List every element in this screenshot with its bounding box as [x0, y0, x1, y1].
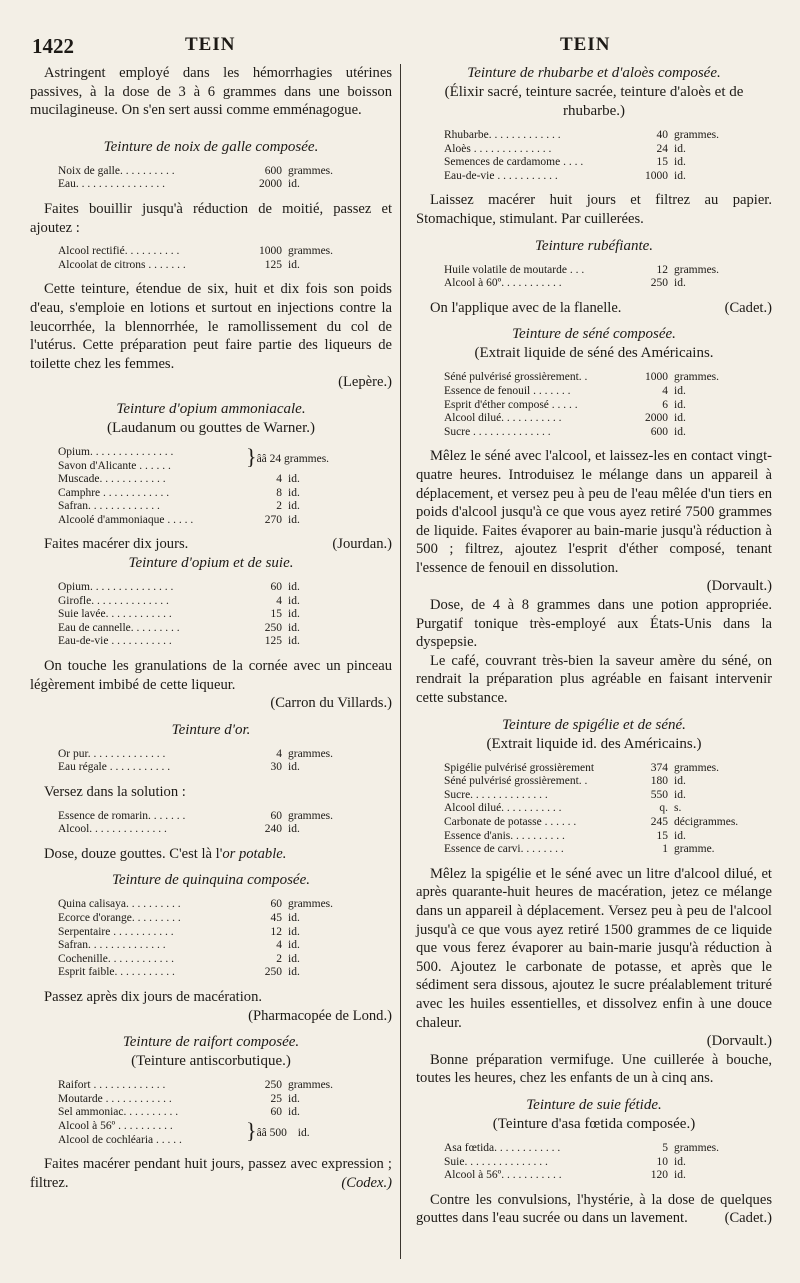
- ingredient-name: Huile volatile de moutarde . . .: [444, 263, 585, 276]
- ingredient-unit: id.: [288, 513, 300, 526]
- recipe-row: [58, 635, 300, 649]
- recipe-row: [444, 802, 738, 816]
- ingredient-name: Aloès . . . . . . . . . . . . . .: [444, 142, 552, 155]
- ingredient-quantity: ââ 500: [256, 1126, 287, 1139]
- ingredient-unit: id.: [674, 412, 686, 425]
- recipe-row: [58, 898, 333, 912]
- recipe-row: [58, 608, 300, 622]
- running-head-right: TEIN: [560, 34, 611, 55]
- attribution: (Cadet.): [724, 299, 772, 316]
- ingredient-unit: id.: [674, 156, 686, 169]
- ingredient-quantity: 15: [656, 829, 668, 842]
- ingredient-quantity: 4: [276, 473, 282, 486]
- ingredient-name: Serpentaire . . . . . . . . . . .: [58, 925, 174, 938]
- recipe-heading: Teinture de raifort composée.: [122, 1034, 300, 1051]
- recipe-heading: Teinture de spigélie et de séné.: [502, 716, 686, 733]
- ingredient-quantity: 250: [650, 277, 668, 290]
- recipe-heading: Teinture de séné composée.: [512, 326, 676, 343]
- recipe-table: [58, 165, 333, 192]
- ingredient-quantity: q.: [659, 802, 668, 815]
- ingredient-unit: id.: [297, 1126, 310, 1139]
- ingredient-unit: id.: [674, 277, 686, 290]
- ingredient-quantity: 2000: [259, 178, 282, 191]
- recipe-table: [58, 1117, 310, 1147]
- paragraph: Mêlez la spigélie et le séné avec un litre d'alcool dilué, et après quarante-huit heures de macération, jetez ce mélange dans un appareil à déplacement. Versez peu à peu de l'alcool jusqu'à ce que vous ayez retiré 1500 grammes de ce liquide que vous ferez évaporer au bain-marie jusqu'à réduction à 500. Ajoutez le carbonate de potasse, et après que le sédiment sera dissous, ajoutez le sucre préalablement trituré avec les huiles essentielles, et dissolvez enfin à une douce chaleur.: [416, 865, 772, 1031]
- ingredient-unit: id.: [674, 788, 686, 801]
- recipe-row: [444, 789, 738, 803]
- recipe-row: [444, 264, 719, 278]
- ingredient-unit: grammes.: [674, 263, 720, 276]
- ingredient-quantity: 250: [264, 966, 282, 979]
- ingredient-unit: id.: [288, 258, 300, 271]
- ingredient-unit: id.: [674, 384, 686, 397]
- ingredient-unit: id.: [288, 486, 300, 499]
- ingredient-name: Savon d'Alicante . . . . . .: [58, 459, 171, 472]
- recipe-row: [58, 953, 333, 967]
- ingredient-unit: id.: [288, 608, 300, 621]
- ingredient-name: Alcool dilué. . . . . . . . . . .: [444, 802, 562, 815]
- recipe-table: [58, 473, 300, 527]
- ingredient-name: Eau. . . . . . . . . . . . . . . .: [58, 178, 166, 191]
- recipe-row: [58, 245, 333, 259]
- recipe-heading: Teinture de noix de galle composée.: [103, 138, 319, 155]
- ingredient-name: Essence de romarin. . . . . . .: [58, 809, 186, 822]
- ingredient-quantity: 120: [650, 1169, 668, 1182]
- ingredient-quantity: 374: [650, 761, 668, 774]
- recipe-heading: Teinture d'or.: [171, 721, 251, 738]
- recipe-table: [58, 443, 330, 473]
- ingredient-quantity: 10: [656, 1155, 668, 1168]
- recipe-row: [58, 487, 300, 501]
- ingredient-quantity: 125: [264, 258, 282, 271]
- ingredient-name: Alcool rectifié. . . . . . . . . .: [58, 245, 180, 258]
- ingredient-name: Suie lavée. . . . . . . . . . . .: [58, 608, 172, 621]
- ingredient-name: Asa fœtida. . . . . . . . . . . .: [444, 1141, 561, 1154]
- recipe-row: [58, 595, 300, 609]
- ingredient-name: Alcool dilué. . . . . . . . . . .: [444, 412, 562, 425]
- recipe-row: [444, 156, 719, 170]
- ingredient-name: Noix de galle. . . . . . . . . .: [58, 164, 175, 177]
- recipe-row: [58, 966, 333, 980]
- paragraph: Bonne préparation vermifuge. Une cuillerée à bouche, toutes les heures, chez les enfants de un à cinq ans.: [416, 1051, 772, 1087]
- ingredient-quantity: 270: [264, 513, 282, 526]
- ingredient-name: Sucre. . . . . . . . . . . . . .: [444, 788, 548, 801]
- ingredient-quantity: 25: [270, 1092, 282, 1105]
- paragraph: Le café, couvrant très-bien la saveur amère du séné, on rendrait la préparation plus agréable en faisant intervenir cette substance.: [416, 652, 772, 707]
- recipe-row: [444, 775, 738, 789]
- ingredient-quantity: 245: [650, 816, 668, 828]
- recipe-row: [444, 762, 738, 776]
- ingredient-unit: id.: [288, 823, 300, 836]
- ingredient-quantity: 12: [656, 263, 668, 276]
- ingredient-name: Sel ammoniac. . . . . . . . . .: [58, 1106, 179, 1119]
- ingredient-unit: id.: [288, 635, 300, 648]
- ingredient-name: Alcool de cochléaria . . . . .: [58, 1133, 182, 1146]
- ingredient-unit: grammes.: [674, 761, 720, 774]
- recipe-heading: Teinture d'opium ammoniacale.: [116, 400, 306, 417]
- ingredient-unit: grammes.: [674, 129, 720, 141]
- attribution: (Carron du Villards.): [270, 695, 392, 712]
- ingredient-name: Essence de fenouil . . . . . . .: [444, 384, 571, 397]
- recipe-row: [444, 129, 719, 143]
- brace-glyph: }: [246, 1117, 257, 1143]
- paragraph: Passez après dix jours de macération.: [44, 988, 263, 1005]
- paragraph-text: Contre les convulsions, l'hystérie, à la dose de quelques gouttes dans l'eau sucrée ou dans un lavement.: [416, 1191, 772, 1227]
- recipe-row: [58, 178, 333, 192]
- ingredient-name: Quina calisaya. . . . . . . . . .: [58, 898, 181, 911]
- paragraph: On touche les granulations de la cornée avec un pinceau légèrement imbibé de cette liqueur.: [30, 658, 392, 693]
- ingredient-quantity: 60: [270, 581, 282, 594]
- recipe-row: [444, 170, 719, 184]
- ingredient-quantity: 2: [276, 952, 282, 965]
- ingredient-quantity: 15: [656, 156, 668, 169]
- paragraph-text: On l'applique avec de la flanelle.: [430, 299, 622, 316]
- attribution: (Lepère.): [338, 374, 392, 391]
- ingredient-name: Safran. . . . . . . . . . . . . .: [58, 939, 166, 952]
- ingredient-name: Raifort . . . . . . . . . . . . .: [58, 1079, 166, 1092]
- running-head-left: TEIN: [185, 34, 236, 55]
- ingredient-quantity: 5: [662, 1141, 668, 1154]
- paragraph-text: Faites macérer pendant huit jours, passez avec expression ; filtrez.: [30, 1156, 392, 1191]
- ingredient-name: Girofle. . . . . . . . . . . . . .: [58, 594, 169, 607]
- recipe-table: [444, 762, 738, 857]
- recipe-row: [58, 748, 333, 762]
- ingredient-unit: id.: [288, 621, 300, 634]
- ingredient-quantity: 60: [270, 809, 282, 822]
- ingredient-name: Moutarde . . . . . . . . . . . .: [58, 1092, 172, 1105]
- ingredient-name: Alcool. . . . . . . . . . . . . .: [58, 823, 167, 836]
- recipe-row: [444, 143, 719, 157]
- recipe-table: [58, 748, 333, 775]
- ingredient-unit: id.: [674, 425, 686, 438]
- attribution: (Dorvault.): [706, 1033, 772, 1050]
- paragraph: [30, 535, 392, 554]
- ingredient-unit: grammes.: [284, 452, 330, 465]
- page-number: 1422: [32, 34, 74, 58]
- recipe-row: [58, 165, 333, 179]
- ingredient-quantity: 600: [650, 425, 668, 438]
- ingredient-name: Ecorce d'orange. . . . . . . . .: [58, 911, 181, 924]
- ingredient-unit: id.: [288, 761, 300, 774]
- paragraph-text: Faites macérer dix jours.: [44, 536, 189, 553]
- recipe-row: [444, 816, 738, 830]
- ingredient-name: Spigélie pulvérisé grossièrement: [444, 761, 595, 774]
- ingredient-quantity: ââ 24: [256, 452, 282, 465]
- ingredient-name: Séné pulvérisé grossièrement. .: [444, 371, 588, 384]
- right-column: [416, 64, 772, 1228]
- paragraph: [30, 845, 392, 864]
- recipe-subheading: (Extrait liquide de séné des Américains.: [474, 345, 714, 362]
- paragraph: Laissez macérer huit jours et filtrez au papier. Stomachique, stimulant. Par cuillerées.: [416, 192, 772, 227]
- ingredient-quantity: 2: [276, 500, 282, 513]
- recipe-table: [58, 1079, 333, 1120]
- recipe-table: [58, 581, 300, 649]
- recipe-row: [444, 843, 738, 857]
- recipe-heading: Teinture de suie fétide.: [526, 1096, 662, 1113]
- attribution: (Pharmacopée de Lond.): [248, 1007, 392, 1024]
- ingredient-quantity: 6: [662, 398, 668, 411]
- ingredient-name: Essence d'anis. . . . . . . . . .: [444, 829, 565, 842]
- ingredient-quantity: 600: [264, 164, 282, 177]
- ingredient-name: Eau régale . . . . . . . . . . .: [58, 761, 171, 774]
- ingredient-unit: id.: [288, 581, 300, 594]
- recipe-row: [58, 622, 300, 636]
- attribution: (Dorvault.): [706, 578, 772, 595]
- ingredient-name: Esprit d'éther composé . . . . .: [444, 398, 578, 411]
- recipe-row: [58, 446, 329, 460]
- paragraph: Mêlez le séné avec l'alcool, et laissez-les en contact vingt-quatre heures. Introduisez le mélange dans un appareil à déplacement, et versez peu à peu de l'eau mêlée d'un tiers en poids d'alcool jusqu'à ce que vous ayez retiré 7500 grammes de liquide. Faites évaporer au bain-marie jusqu'à réduction à 500 ; filtrez, ajoutez l'esprit d'éther composé, tenant l'essence de fenouil en dissolution.: [416, 448, 772, 576]
- ingredient-name: Alcoolat de citrons . . . . . . .: [58, 258, 186, 271]
- ingredient-unit: grammes.: [288, 898, 334, 911]
- recipe-row: [444, 277, 719, 291]
- ingredient-name: Carbonate de potasse . . . . . .: [444, 816, 577, 828]
- recipe-row: [444, 412, 719, 426]
- shared-quantity: [257, 1120, 310, 1147]
- recipe-row: [58, 926, 333, 940]
- paragraph: [416, 1191, 772, 1228]
- paragraph: Cette teinture, étendue de six, huit et dix fois son poids d'eau, s'emploie en lotions et surtout en injections contre la leucorrhée, la blennorrhée, le ramollissement du col de l'utérus. Cette préparation peut faire partie des liqueurs de toilette chez les femmes.: [30, 281, 392, 372]
- ingredient-name: Alcool à 56º. . . . . . . . . . .: [444, 1169, 562, 1182]
- recipe-row: [58, 259, 333, 273]
- ingredient-unit: id.: [674, 829, 686, 842]
- recipe-row: [444, 1169, 719, 1183]
- recipe-table: [58, 810, 333, 837]
- recipe-row: [444, 830, 738, 844]
- ingredient-name: Semences de cardamome . . . .: [444, 156, 584, 169]
- recipe-heading: Teinture de quinquina composée.: [111, 872, 311, 889]
- ingredient-quantity: 60: [270, 898, 282, 911]
- ingredient-quantity: 15: [270, 608, 282, 621]
- recipe-row: [58, 761, 333, 775]
- ingredient-unit: grammes.: [288, 809, 334, 822]
- ingredient-name: Alcoolé d'ammoniaque . . . . .: [58, 513, 194, 526]
- recipe-row: [58, 473, 300, 487]
- ingredient-quantity: 8: [276, 486, 282, 499]
- recipe-subheading: (Teinture antiscorbutique.): [131, 1053, 291, 1070]
- ingredient-name: Camphre . . . . . . . . . . . .: [58, 486, 170, 499]
- recipe-subheading: (Élixir sacré, teinture sacrée, teinture d'aloès et de rhubarbe.): [444, 84, 744, 119]
- ingredient-name: Eau de cannelle. . . . . . . . .: [58, 621, 180, 634]
- ingredient-quantity: 4: [276, 747, 282, 760]
- ingredient-quantity: 1000: [259, 245, 282, 258]
- ingredient-unit: grammes.: [288, 1079, 334, 1092]
- ingredient-quantity: 250: [264, 1079, 282, 1092]
- paragraph: Dose, de 4 à 8 grammes dans une potion appropriée. Purgatif tonique très-employé aux États-Unis dans la dyspepsie.: [416, 597, 772, 651]
- paragraph: Astringent employé dans les hémorrhagies utérines passives, à la dose de 3 à 6 grammes dans une boisson mucilagineuse. On s'en sert aussi comme emménagogue.: [30, 65, 392, 119]
- recipe-table: [444, 129, 719, 183]
- paragraph-text-italic: or potable.: [222, 845, 287, 862]
- ingredient-quantity: 550: [650, 788, 668, 801]
- ingredient-quantity: 45: [270, 911, 282, 924]
- ingredient-name: Opium. . . . . . . . . . . . . . .: [58, 445, 174, 458]
- ingredient-unit: id.: [674, 1169, 686, 1182]
- recipe-row: [444, 1156, 719, 1170]
- ingredient-name: Opium. . . . . . . . . . . . . . .: [58, 581, 174, 594]
- recipe-heading: Teinture d'opium et de suie.: [128, 555, 294, 572]
- recipe-row: [58, 1079, 333, 1093]
- recipe-row: [444, 371, 719, 385]
- ingredient-unit: id.: [288, 966, 300, 979]
- ingredient-unit: id.: [288, 911, 300, 924]
- paragraph: [30, 1155, 392, 1192]
- ingredient-unit: grammes.: [288, 245, 334, 258]
- left-column: [30, 64, 392, 1192]
- recipe-subheading: (Extrait liquide id. des Américains.): [486, 735, 702, 752]
- ingredient-unit: id.: [288, 1106, 300, 1119]
- ingredient-quantity: 4: [276, 939, 282, 952]
- ingredient-name: Séné pulvérisé grossièrement. .: [444, 775, 588, 788]
- ingredient-name: Muscade. . . . . . . . . . . .: [58, 473, 166, 486]
- ingredient-unit: id.: [288, 925, 300, 938]
- ingredient-quantity: 250: [264, 621, 282, 634]
- ingredient-name: Alcool à 60º. . . . . . . . . . .: [444, 277, 562, 290]
- ingredient-unit: id.: [674, 142, 686, 155]
- column-divider: [400, 64, 401, 1259]
- recipe-heading: Teinture de rhubarbe et d'aloès composée.: [467, 65, 721, 81]
- ingredient-unit: grammes.: [674, 1141, 720, 1154]
- ingredient-unit: gramme.: [674, 843, 715, 856]
- ingredient-name: Esprit faible. . . . . . . . . . .: [58, 966, 175, 979]
- page-header: [0, 34, 800, 62]
- recipe-row: [444, 426, 719, 440]
- ingredient-unit: décigrammes.: [674, 816, 739, 828]
- recipe-table: [444, 264, 719, 291]
- ingredient-name: Rhubarbe. . . . . . . . . . . . .: [444, 129, 561, 141]
- attribution: (Jourdan.): [332, 536, 392, 553]
- ingredient-unit: id.: [288, 1092, 300, 1105]
- ingredient-unit: id.: [288, 939, 300, 952]
- paragraph: Faites bouillir jusqu'à réduction de moitié, passez et ajoutez :: [30, 200, 392, 236]
- ingredient-unit: s.: [674, 802, 682, 815]
- attribution: (Codex.): [341, 1174, 392, 1191]
- ingredient-name: Or pur. . . . . . . . . . . . . .: [58, 747, 166, 760]
- recipe-row: [444, 1142, 719, 1156]
- ingredient-name: Sucre . . . . . . . . . . . . . .: [444, 425, 551, 438]
- ingredient-quantity: 180: [650, 775, 668, 788]
- ingredient-quantity: 1000: [645, 169, 668, 182]
- ingredient-quantity: 60: [270, 1106, 282, 1119]
- recipe-row: [58, 939, 333, 953]
- recipe-row: [58, 1120, 310, 1134]
- recipe-subheading: (Teinture d'asa fœtida composée.): [492, 1115, 696, 1132]
- ingredient-quantity: 12: [270, 925, 282, 938]
- ingredient-unit: id.: [674, 398, 686, 411]
- ingredient-quantity: 125: [264, 635, 282, 648]
- ingredient-unit: id.: [674, 169, 686, 182]
- ingredient-name: Suie. . . . . . . . . . . . . . .: [444, 1155, 548, 1168]
- recipe-row: [58, 1106, 333, 1120]
- attribution: (Cadet.): [724, 1210, 772, 1227]
- ingredient-name: Essence de carvi. . . . . . . .: [444, 843, 564, 856]
- recipe-table: [444, 371, 719, 439]
- ingredient-unit: id.: [674, 775, 686, 788]
- ingredient-unit: id.: [288, 500, 300, 513]
- recipe-row: [58, 823, 333, 837]
- ingredient-unit: id.: [288, 178, 300, 191]
- ingredient-name: Eau-de-vie . . . . . . . . . . .: [444, 169, 558, 182]
- recipe-row: [58, 1093, 333, 1107]
- ingredient-quantity: 240: [264, 823, 282, 836]
- paragraph: Versez dans la solution :: [44, 784, 186, 800]
- recipe-table: [444, 1142, 719, 1183]
- recipe-row: [444, 399, 719, 413]
- ingredient-name: Cochenille. . . . . . . . . . . .: [58, 952, 174, 965]
- recipe-table: [58, 245, 333, 272]
- ingredient-name: Alcool à 56º . . . . . . . . . .: [58, 1119, 173, 1132]
- ingredient-quantity: 1000: [645, 371, 668, 384]
- recipe-subheading: (Laudanum ou gouttes de Warner.): [106, 419, 316, 436]
- ingredient-name: Safran. . . . . . . . . . . . .: [58, 500, 160, 513]
- ingredient-unit: id.: [288, 594, 300, 607]
- recipe-row: [58, 500, 300, 514]
- shared-quantity: [257, 446, 330, 473]
- ingredient-unit: grammes.: [288, 747, 334, 760]
- ingredient-unit: id.: [288, 952, 300, 965]
- recipe-row: [58, 912, 333, 926]
- ingredient-quantity: 30: [270, 761, 282, 774]
- ingredient-quantity: 24: [656, 142, 668, 155]
- recipe-row: [444, 385, 719, 399]
- ingredient-quantity: 2000: [645, 412, 668, 425]
- ingredient-quantity: 40: [656, 129, 668, 141]
- ingredient-name: Eau-de-vie . . . . . . . . . . .: [58, 635, 172, 648]
- ingredient-quantity: 4: [276, 594, 282, 607]
- recipe-row: [58, 810, 333, 824]
- recipe-row: [58, 581, 300, 595]
- ingredient-unit: id.: [288, 473, 300, 486]
- ingredient-unit: grammes.: [674, 371, 720, 384]
- recipe-table: [58, 898, 333, 980]
- paragraph: [416, 299, 772, 318]
- ingredient-quantity: 1: [662, 843, 668, 856]
- recipe-row: [58, 514, 300, 528]
- recipe-heading: Teinture rubéfiante.: [534, 237, 654, 254]
- ingredient-unit: grammes.: [288, 164, 334, 177]
- ingredient-unit: id.: [674, 1155, 686, 1168]
- paragraph-text: Dose, douze gouttes. C'est là l': [44, 845, 223, 862]
- brace-glyph: }: [246, 443, 257, 469]
- ingredient-quantity: 4: [662, 384, 668, 397]
